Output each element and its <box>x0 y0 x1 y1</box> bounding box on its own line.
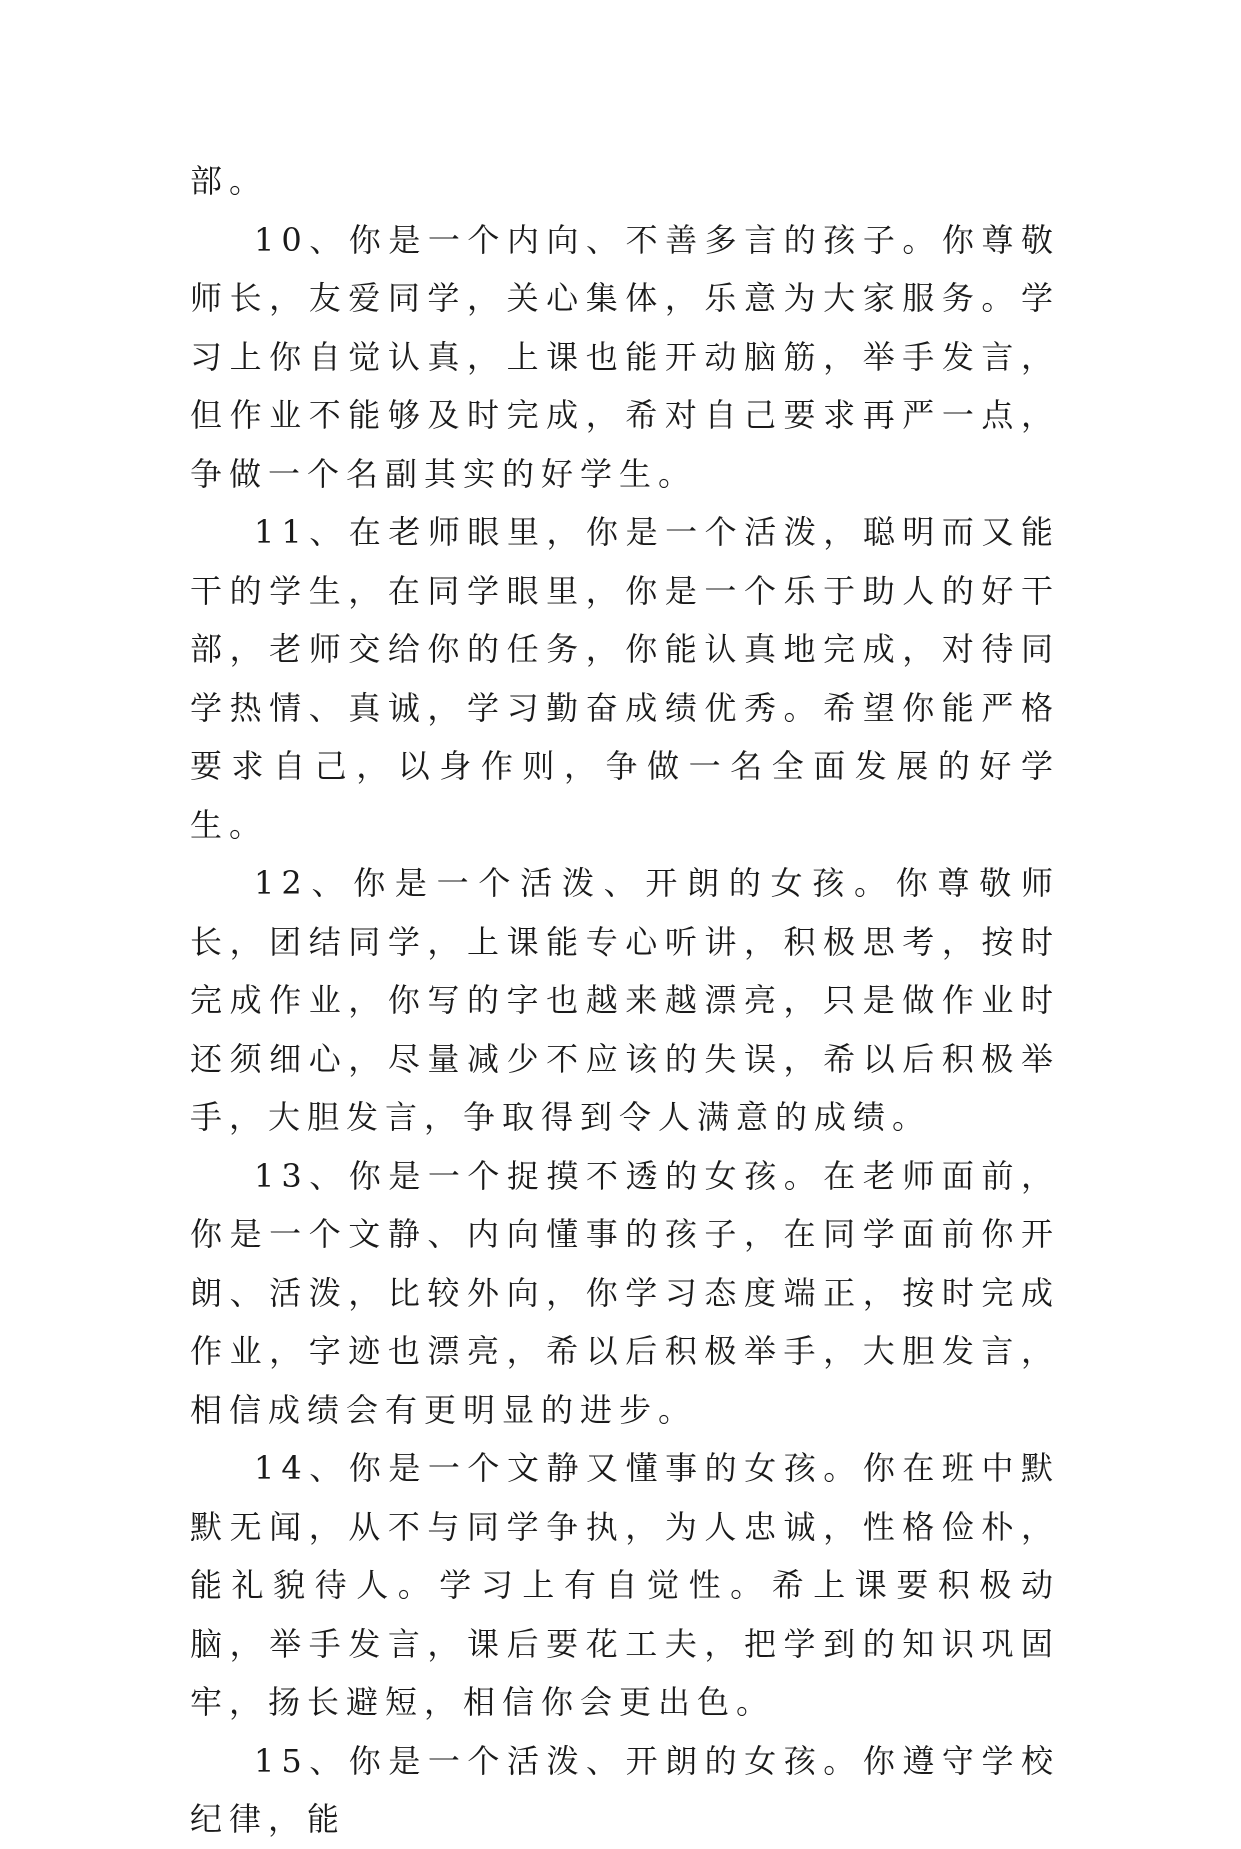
paragraph-comment-13: 13、你是一个捉摸不透的女孩。在老师面前，你是一个文静、内向懂事的孩子，在同学面前你开朗、活泼，比较外向，你学习态度端正，按时完成作业，字迹也漂亮，希以后积极举手，大胆发言，相信成绩会有更明显的进步。 <box>190 1156 1060 1429</box>
document-body <box>190 152 1060 1849</box>
paragraph-comment-10: 10、你是一个内向、不善多言的孩子。你尊敬师长，友爱同学，关心集体，乐意为大家服务。学习上你自觉认真，上课也能开动脑筋，举手发言，但作业不能够及时完成，希对自己要求再严一点，争做一个名副其实的好学生。 <box>190 220 1060 493</box>
paragraph-comment-15: 15、你是一个活泼、开朗的女孩。你遵守学校纪律，能 <box>190 1741 1060 1838</box>
paragraph-continuation: 部。 <box>190 162 269 200</box>
paragraph-comment-14: 14、你是一个文静又懂事的女孩。你在班中默默无闻，从不与同学争执，为人忠诚，性格俭朴，能礼貌待人。学习上有自觉性。希上课要积极动脑，举手发言，课后要花工夫，把学到的知识巩固牢，扬长避短，相信你会更出色。 <box>190 1449 1060 1721</box>
paragraph-comment-12: 12、你是一个活泼、开朗的女孩。你尊敬师长，团结同学，上课能专心听讲，积极思考，按时完成作业，你写的字也越来越漂亮，只是做作业时还须细心，尽量减少不应该的失误，希以后积极举手，大胆发言，争取得到令人满意的成绩。 <box>190 864 1060 1136</box>
paragraph-comment-11: 11、在老师眼里，你是一个活泼，聪明而又能干的学生，在同学眼里，你是一个乐于助人的好干部，老师交给你的任务，你能认真地完成，对待同学热情、真诚，学习勤奋成绩优秀。希望你能严格要求自己，以身作则，争做一名全面发展的好学生。 <box>190 513 1060 844</box>
